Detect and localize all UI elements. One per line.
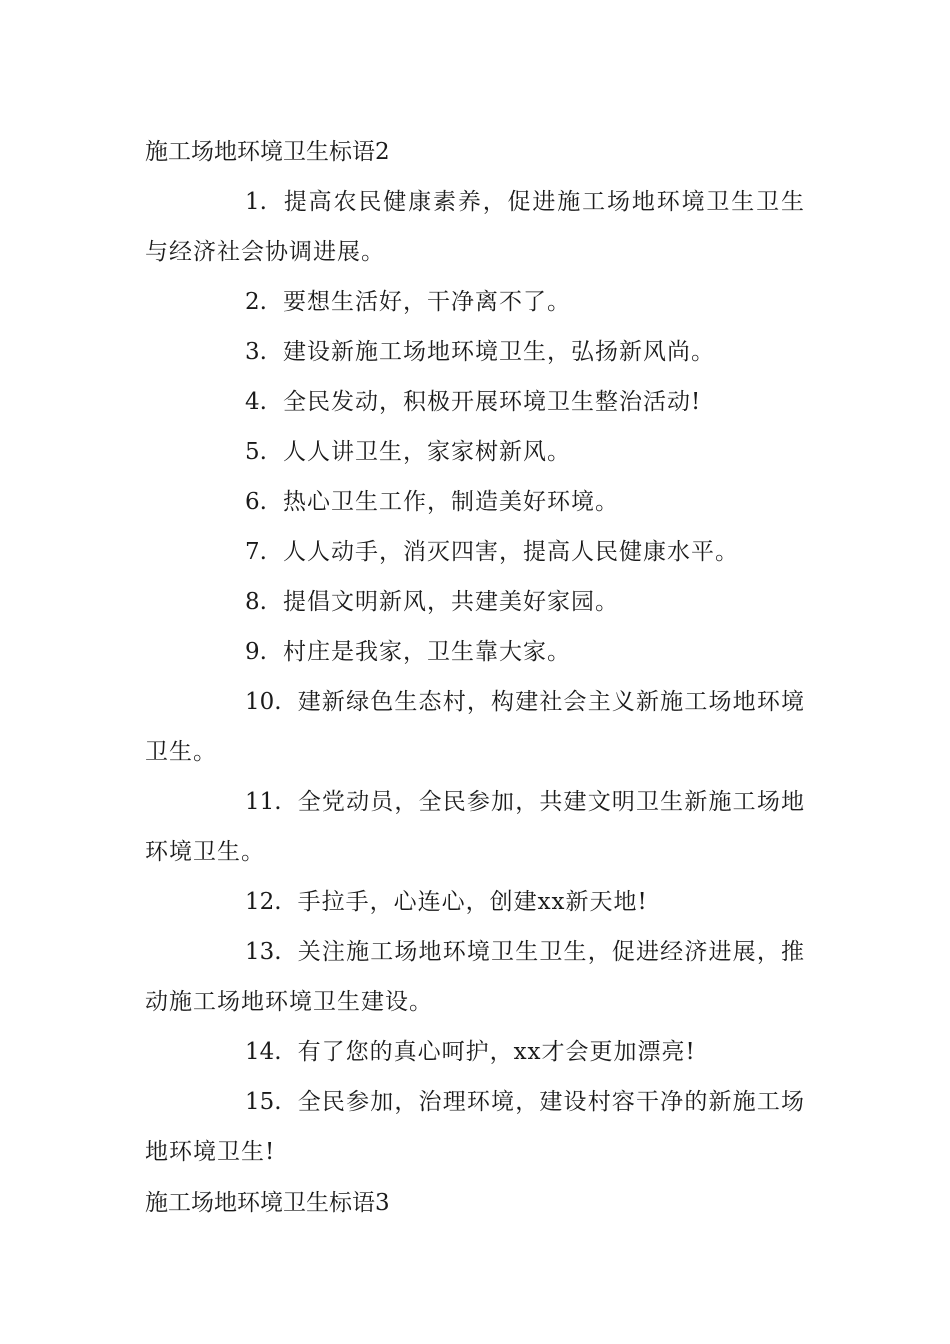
item-number: 10. (245, 689, 282, 715)
item-text: 热心卫生工作，制造美好环境。 (282, 489, 619, 515)
item-number: 3. (245, 339, 267, 365)
list-item (145, 177, 805, 277)
item-number: 15. (245, 1089, 282, 1115)
item-text: 村庄是我家，卫生靠大家。 (282, 639, 571, 665)
item-number: 8. (245, 589, 267, 615)
list-item (145, 1077, 805, 1177)
item-number: 12. (245, 889, 282, 915)
list-item (145, 677, 805, 777)
item-text: 人人讲卫生，家家树新风。 (282, 439, 571, 465)
list-item (145, 627, 805, 677)
document-page (145, 128, 805, 1228)
list-item (145, 577, 805, 627)
item-text: 关注施工场地环境卫生卫生，促进经济进展，推动施工场地环境卫生建设。 (145, 939, 805, 1015)
list-item (145, 777, 805, 877)
item-text: 提高农民健康素养，促进施工场地环境卫生卫生与经济社会协调进展。 (145, 189, 805, 265)
section-heading: 施工场地环境卫生标语2 (145, 139, 390, 165)
item-text: 全民参加，治理环境，建设村容干净的新施工场地环境卫生! (145, 1089, 805, 1165)
item-number: 14. (245, 1039, 282, 1065)
section-heading: 施工场地环境卫生标语3 (145, 1190, 390, 1216)
list-item (145, 1027, 805, 1077)
item-number: 9. (245, 639, 267, 665)
item-text: 要想生活好，干净离不了。 (282, 289, 571, 315)
list-item (145, 277, 805, 327)
list-item (145, 477, 805, 527)
list-item (145, 427, 805, 477)
item-text: 有了您的真心呵护，xx才会更加漂亮! (297, 1039, 696, 1065)
list-item (145, 527, 805, 577)
item-number: 7. (245, 539, 267, 565)
list-item (145, 877, 805, 927)
item-text: 建新绿色生态村，构建社会主义新施工场地环境卫生。 (145, 689, 805, 765)
item-number: 4. (245, 389, 267, 415)
item-number: 2. (245, 289, 267, 315)
item-text: 全党动员，全民参加，共建文明卫生新施工场地环境卫生。 (145, 789, 805, 865)
item-text: 全民发动，积极开展环境卫生整治活动! (282, 389, 702, 415)
item-text: 提倡文明新风，共建美好家园。 (282, 589, 619, 615)
item-number: 11. (245, 789, 282, 815)
list-item (145, 927, 805, 1027)
list-item (145, 377, 805, 427)
list-item (145, 327, 805, 377)
item-text: 手拉手，心连心，创建xx新天地! (297, 889, 648, 915)
item-text: 建设新施工场地环境卫生，弘扬新风尚。 (282, 339, 715, 365)
item-text: 人人动手，消灭四害，提高人民健康水平。 (282, 539, 739, 565)
item-number: 13. (245, 939, 282, 965)
item-number: 5. (245, 439, 267, 465)
item-number: 1. (245, 189, 267, 215)
item-number: 6. (245, 489, 267, 515)
